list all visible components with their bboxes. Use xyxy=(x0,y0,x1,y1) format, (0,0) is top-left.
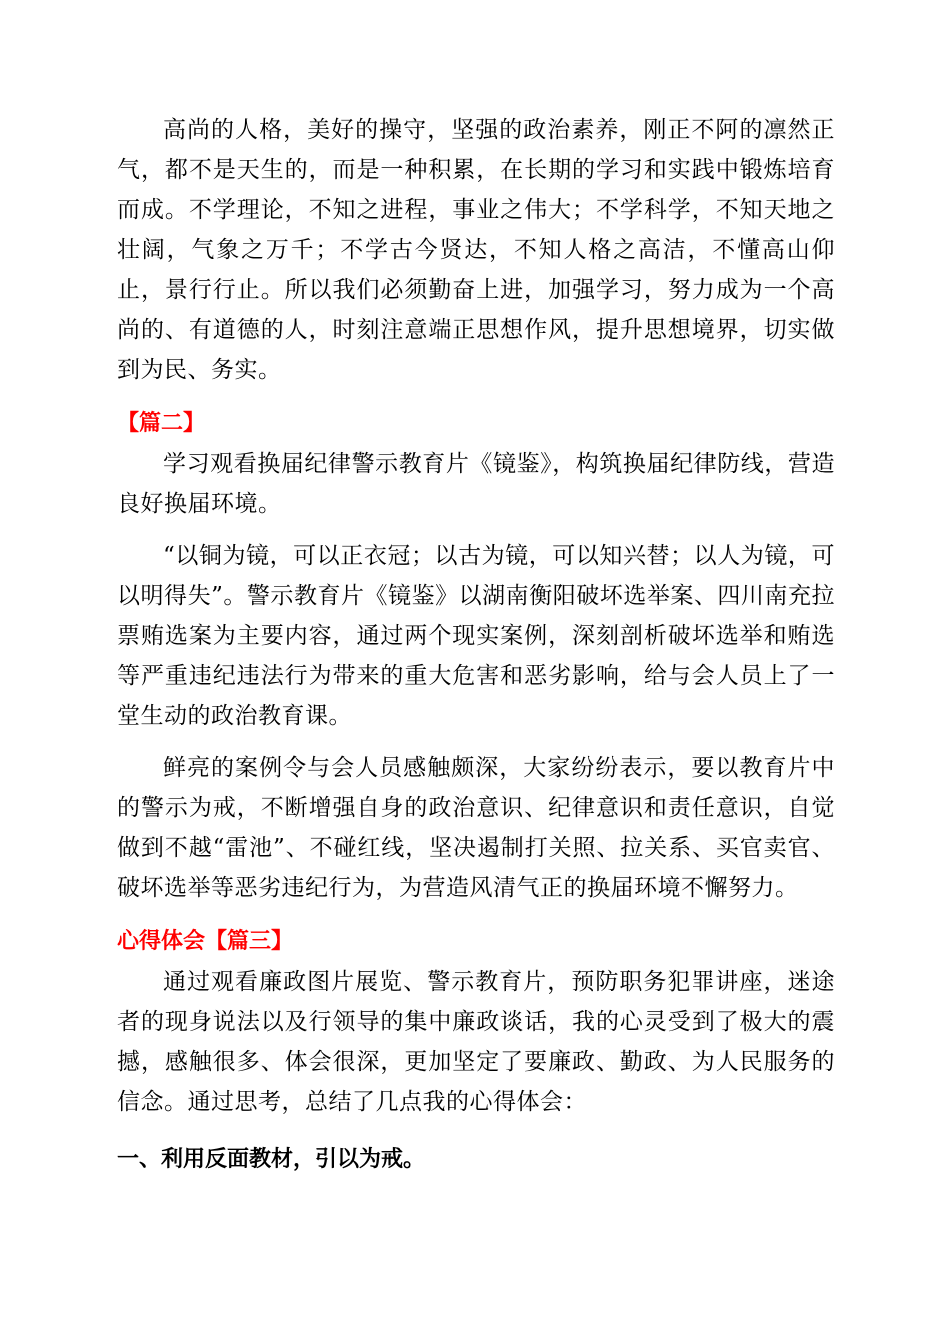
section-heading-part-three: 心得体会【篇三】 xyxy=(117,929,294,954)
section-heading-part-two: 【篇二】 xyxy=(117,411,206,436)
document-body xyxy=(117,110,835,1180)
subheading-negative-examples: 一、利用反面教材，引以为戒。 xyxy=(117,1147,426,1172)
paragraph-vivid-cases: 鲜亮的案例令与会人员感触颇深，大家纷纷表示，要以教育片中的警示为戒，不断增强自身的政治意识、纪律意识和责任意识，自觉做到不越“雷池”、不碰红线，坚决遏制打关照、拉关系、买官卖官、破坏选举等恶劣违纪行为，为营造风清气正的换届环境不懈努力。 xyxy=(117,755,835,901)
paragraph-noble-character: 高尚的人格，美好的操守，坚强的政治素养，刚正不阿的凛然正气，都不是天生的，而是一种积累，在长期的学习和实践中锻炼培育而成。不学理论，不知之进程，事业之伟大；不学科学，不知天地之壮阔，气象之万千；不学古今贤达，不知人格之高洁，不懂高山仰止，景行行止。所以我们必须勤奋上进，加强学习，努力成为一个高尚的、有道德的人，时刻注意端正思想作风，提升思想境界，切实做到为民、务实。 xyxy=(117,117,835,383)
paragraph-integrity-experience: 通过观看廉政图片展览、警示教育片，预防职务犯罪讲座，迷途者的现身说法以及行领导的集中廉政谈话，我的心灵受到了极大的震撼，感触很多、体会很深，更加坚定了要廉政、勤政、为人民服务的信念。通过思考，总结了几点我的心得体会： xyxy=(117,969,835,1115)
paragraph-watch-film: 学习观看换届纪律警示教育片《镜鉴》，构筑换届纪律防线，营造良好换届环境。 xyxy=(117,451,835,517)
paragraph-mirror-quote: “以铜为镜，可以正衣冠；以古为镜，可以知兴替；以人为镜，可以明得失”。警示教育片《镜鉴》以湖南衡阳破坏选举案、四川南充拉票贿选案为主要内容，通过两个现实案例，深刻剖析破坏选举和贿选等严重违纪违法行为带来的重大危害和恶劣影响，给与会人员上了一堂生动的政治教育课。 xyxy=(117,543,835,729)
